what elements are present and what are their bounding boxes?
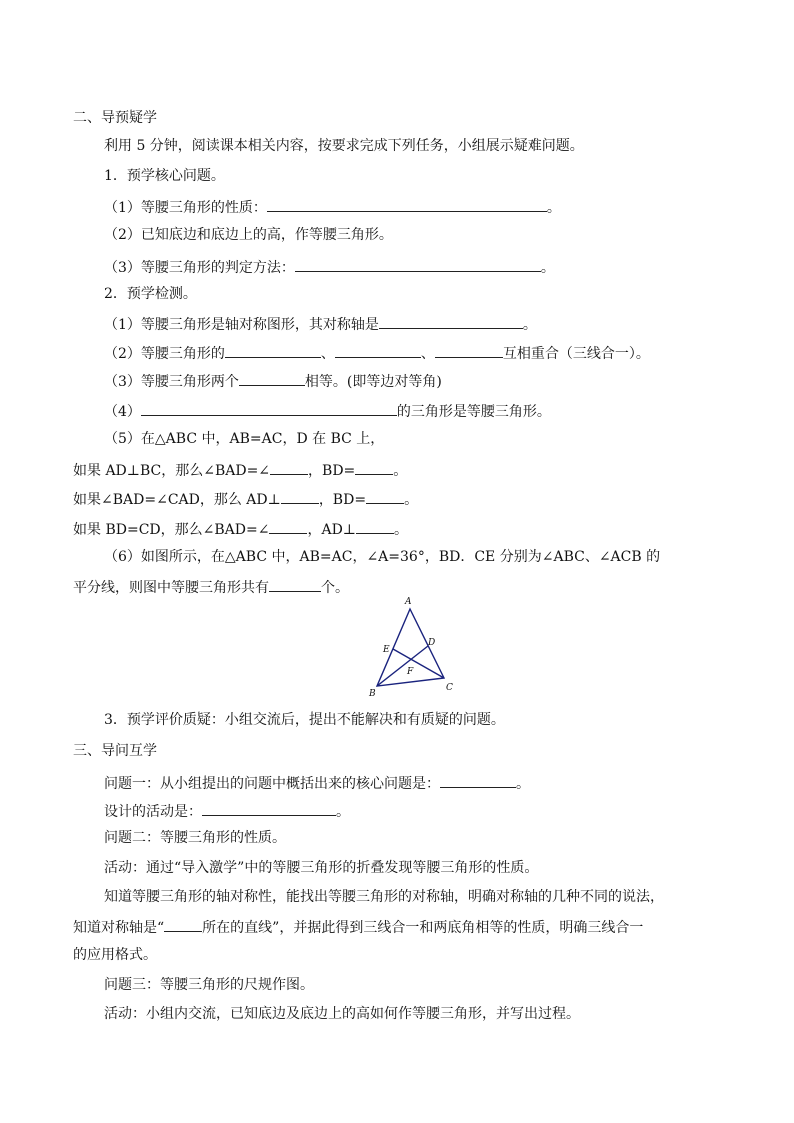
answer-blank[interactable] bbox=[366, 488, 404, 504]
check-c4 bbox=[104, 400, 551, 422]
check-c5b-label: 如果∠BAD=∠CAD，那么 AD⊥ bbox=[73, 492, 281, 508]
answer-blank[interactable] bbox=[435, 342, 503, 358]
problem3: 问题三：等腰三角形的尺规作图。 bbox=[104, 977, 314, 993]
check-c1-label: （1）等腰三角形是轴对称图形，其对称轴是 bbox=[104, 317, 379, 333]
separator: 、 bbox=[420, 346, 435, 362]
answer-blank[interactable] bbox=[335, 342, 421, 358]
answer-blank[interactable] bbox=[267, 196, 547, 212]
separator: 、 bbox=[320, 346, 335, 362]
label-e: E bbox=[383, 645, 390, 655]
answer-blank[interactable] bbox=[355, 459, 393, 475]
check-c5a-mid: ，BD= bbox=[308, 463, 356, 479]
check-c5a bbox=[73, 459, 407, 481]
answer-blank[interactable] bbox=[225, 342, 321, 358]
problem1 bbox=[104, 772, 530, 794]
period: 。 bbox=[393, 463, 408, 479]
check-c5c-mid: ，AD⊥ bbox=[307, 522, 356, 538]
answer-blank[interactable] bbox=[440, 772, 516, 788]
period: 。 bbox=[546, 200, 561, 216]
check-c1 bbox=[104, 313, 537, 335]
check-c6-label: 平分线，则图中等腰三角形共有 bbox=[73, 580, 269, 596]
core-title: 1．预学核心问题。 bbox=[104, 168, 225, 184]
check-c4-end: 的三角形是等腰三角形。 bbox=[396, 404, 551, 420]
problem2-text3: 的应用格式。 bbox=[73, 947, 157, 963]
answer-blank[interactable] bbox=[281, 488, 319, 504]
label-a: A bbox=[405, 597, 412, 607]
period: 。 bbox=[516, 776, 530, 792]
answer-blank[interactable] bbox=[141, 400, 397, 416]
answer-blank[interactable] bbox=[239, 370, 305, 386]
label-f: F bbox=[407, 667, 414, 677]
check-c2 bbox=[104, 342, 650, 364]
answer-blank[interactable] bbox=[356, 518, 394, 534]
check-c6-line1: （6）如图所示，在△ABC 中，AB=AC，∠A=36°，BD．CE 分别为∠ABC、∠ACB 的 bbox=[104, 549, 661, 565]
answer-blank[interactable] bbox=[269, 518, 307, 534]
section2-heading: 二、导预疑学 bbox=[73, 110, 157, 126]
check-c5: （5）在△ABC 中，AB=AC，D 在 BC 上， bbox=[104, 431, 385, 447]
answer-blank[interactable] bbox=[269, 576, 321, 592]
check-c4-label: （4） bbox=[104, 404, 141, 420]
check-c2-end: 互相重合（三线合一）。 bbox=[502, 346, 650, 362]
evaluate-question: 3．预学评价质疑：小组交流后，提出不能解决和有质疑的问题。 bbox=[104, 712, 505, 728]
problem1-design-label: 设计的活动是： bbox=[104, 804, 202, 820]
problem2-text2-post: 所在的直线”，并据此得到三线合一和两底角相等的性质，明确三线合一 bbox=[202, 920, 644, 936]
isosceles-triangle-figure bbox=[364, 592, 460, 704]
answer-blank[interactable] bbox=[164, 916, 202, 932]
core-q2: （2）已知底边和底边上的高，作等腰三角形。 bbox=[104, 227, 393, 243]
check-c3 bbox=[104, 370, 442, 392]
core-q1 bbox=[104, 196, 561, 218]
check-c5c-label: 如果 BD=CD，那么∠BAD=∠ bbox=[73, 522, 270, 538]
check-c6-line2 bbox=[73, 576, 349, 598]
check-c3-label: （3）等腰三角形两个 bbox=[104, 374, 239, 390]
core-q1-label: （1）等腰三角形的性质： bbox=[104, 200, 267, 216]
problem2-text2-pre: 知道对称轴是“ bbox=[73, 920, 165, 936]
period: 。 bbox=[522, 317, 537, 333]
label-c: C bbox=[446, 683, 453, 693]
check-c5c bbox=[73, 518, 408, 540]
problem3-activity: 活动：小组内交流，已知底边及底边上的高如何作等腰三角形，并写出过程。 bbox=[104, 1006, 580, 1022]
problem2-activity: 活动：通过“导入激学”中的等腰三角形的折叠发现等腰三角形的性质。 bbox=[104, 860, 539, 876]
core-q3-label: （3）等腰三角形的判定方法： bbox=[104, 260, 295, 276]
answer-blank[interactable] bbox=[202, 800, 336, 816]
check-c5a-label: 如果 AD⊥BC，那么∠BAD=∠ bbox=[73, 463, 271, 479]
problem1-label: 问题一：从小组提出的问题中概括出来的核心问题是： bbox=[104, 776, 440, 792]
answer-blank[interactable] bbox=[295, 256, 541, 272]
core-q3 bbox=[104, 256, 555, 278]
check-c3-end: 相等。(即等边对等角) bbox=[304, 374, 442, 390]
check-c5b bbox=[73, 488, 418, 510]
answer-blank[interactable] bbox=[379, 313, 523, 329]
problem2-text1: 知道等腰三角形的轴对称性，能找出等腰三角形的对称轴，明确对称轴的几种不同的说法， bbox=[104, 889, 664, 905]
check-c5b-mid: ，BD= bbox=[318, 492, 367, 508]
problem2: 问题二：等腰三角形的性质。 bbox=[104, 830, 286, 846]
check-c6-end: 个。 bbox=[321, 580, 349, 596]
check-title: 2．预学检测。 bbox=[104, 286, 197, 302]
section2-intro: 利用 5 分钟，阅读课本相关内容，按要求完成下列任务，小组展示疑难问题。 bbox=[104, 138, 584, 154]
period: 。 bbox=[336, 804, 350, 820]
check-c2-label: （2）等腰三角形的 bbox=[104, 346, 225, 362]
problem2-text2 bbox=[73, 916, 643, 938]
answer-blank[interactable] bbox=[270, 459, 308, 475]
period: 。 bbox=[404, 492, 419, 508]
label-d: D bbox=[428, 638, 436, 648]
section3-heading: 三、导问互学 bbox=[73, 743, 157, 759]
problem1-design bbox=[104, 800, 350, 822]
period: 。 bbox=[393, 522, 408, 538]
period: 。 bbox=[540, 260, 555, 276]
label-b: B bbox=[369, 689, 376, 699]
